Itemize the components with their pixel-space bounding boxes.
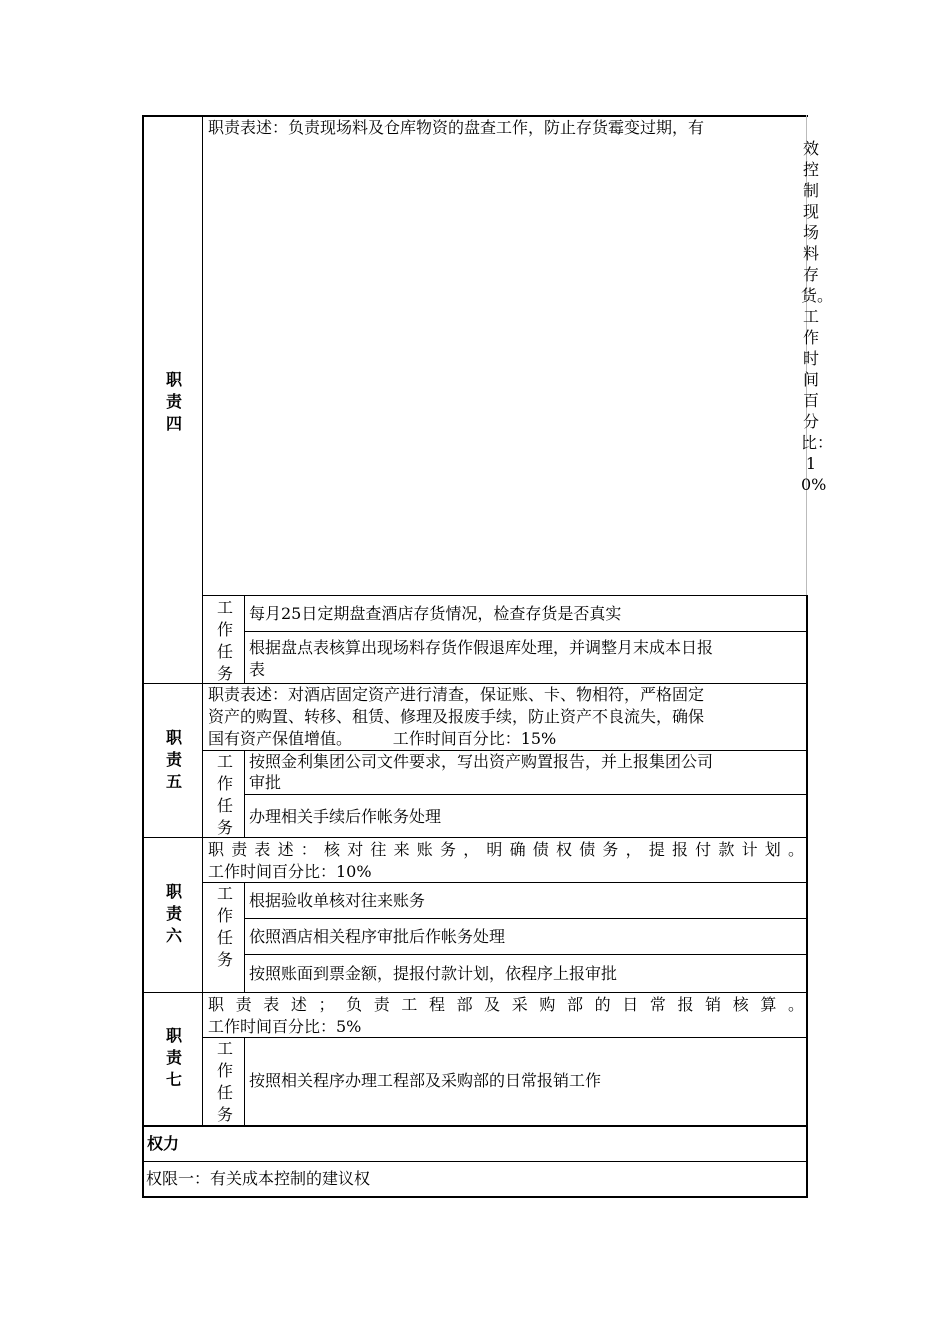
duty4-label: 职责四	[165, 370, 182, 433]
d7-bottom-line	[142, 1125, 808, 1127]
duty4-task-1: 每月25日定期盘查酒店存货情况，检查存货是否真实	[249, 604, 622, 623]
duty6-task-3: 按照账面到票金额，提报付款计划，依程序上报审批	[249, 964, 618, 983]
d5-bottom-line	[142, 837, 808, 838]
d6-task-divider-2	[244, 954, 808, 955]
duty6-task-label: 工作任务	[216, 884, 233, 969]
duty4-task-2-cont: 表	[249, 660, 266, 679]
duty7-desc-line-2: 工作时间百分比：5%	[208, 1017, 362, 1036]
duty6-task-2: 依照酒店相关程序审批后作帐务处理	[249, 927, 506, 946]
power-heading: 权力	[147, 1134, 180, 1153]
d4-task-divider	[244, 631, 808, 632]
duty5-desc-line-1: 职责表述：对酒店固定资产进行清查，保证账、卡、物相符，严格固定	[208, 685, 705, 704]
task-col-divider-d4	[244, 595, 245, 683]
duty7-label: 职责七	[165, 1026, 182, 1089]
power-item-1: 权限一：有关成本控制的建议权	[146, 1169, 371, 1188]
duty5-desc-line-3: 国有资产保值增值。 工作时间百分比：15%	[208, 729, 557, 748]
power-heading-bottom-line	[142, 1161, 808, 1162]
duty7-desc-line-1: 职责表述；负责工程部及采购部的日常报销核算。	[208, 995, 804, 1014]
task-col-divider-d7	[244, 1037, 245, 1126]
table-bottom-border	[142, 1196, 808, 1198]
task-col-divider-d6	[244, 882, 245, 992]
duty6-desc-line-2: 工作时间百分比：10%	[208, 862, 372, 881]
duty4-task-2: 根据盘点表核算出现场料存货作假退库处理，并调整月末成本日报	[249, 638, 714, 657]
duty6-label: 职责六	[165, 882, 182, 945]
duty4-task-label: 工作任务	[216, 598, 233, 683]
label-column-divider	[202, 115, 203, 1126]
d5-task-divider	[244, 794, 808, 795]
duty4-description-overflow: 效控制现场料存货。 工作时间百分比：10%	[801, 139, 834, 494]
duty5-task-label: 工作任务	[216, 752, 233, 837]
duty7-task-label: 工作任务	[216, 1039, 233, 1124]
duty5-task-1-cont: 审批	[249, 773, 282, 792]
d6-task-divider-1	[244, 918, 808, 919]
duty5-desc-line-2: 资产的购置、转移、租赁、修理及报废手续，防止资产不良流失，确保	[208, 707, 705, 726]
d4-desc-bottom-line	[202, 595, 808, 596]
duty4-description: 职责表述：负责现场料及仓库物资的盘查工作，防止存货霉变过期，有	[208, 118, 705, 137]
table-right-border	[806, 595, 808, 1198]
table-left-border	[142, 115, 144, 1198]
d6-bottom-line	[142, 992, 808, 993]
duty6-task-1: 根据验收单核对往来账务	[249, 891, 426, 910]
duty7-task-1: 按照相关程序办理工程部及采购部的日常报销工作	[249, 1071, 602, 1090]
duty5-task-2: 办理相关手续后作帐务处理	[249, 807, 442, 826]
duty5-task-1: 按照金利集团公司文件要求，写出资产购置报告，并上报集团公司	[249, 752, 714, 771]
duty5-label: 职责五	[165, 728, 182, 791]
duty6-desc-line-1: 职责表述：核对往来账务，明确债权债务，提报付款计划。	[208, 840, 804, 859]
